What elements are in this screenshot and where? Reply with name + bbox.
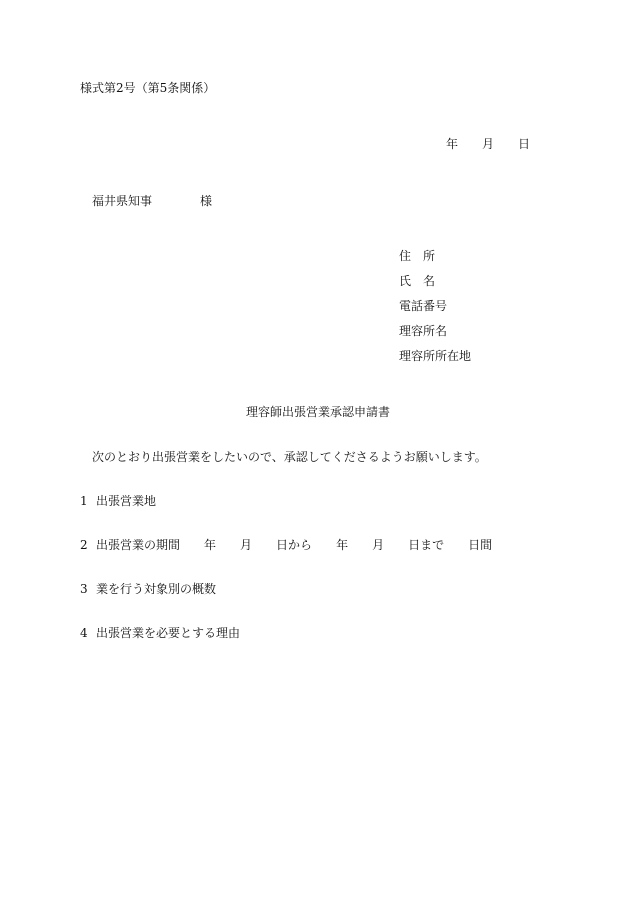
applicant-fields — [399, 249, 471, 374]
item-reason: 4 出張営業を必要とする理由 — [80, 626, 241, 640]
item-target-counts: 3 業を行う対象別の概数 — [80, 582, 217, 596]
applicant-name-label: 氏 名 — [399, 274, 436, 288]
addressee-line — [92, 194, 212, 208]
applicant-address-label: 住 所 — [399, 249, 436, 263]
addressee-honorific: 様 — [200, 194, 213, 208]
addressee-name: 福井県知事 — [92, 194, 153, 208]
date-year-label: 年 — [446, 137, 459, 151]
applicant-shop-location-label: 理容所所在地 — [399, 349, 472, 363]
applicant-phone-label: 電話番号 — [399, 299, 448, 313]
item-business-location: 1 出張営業地 — [80, 494, 157, 508]
date-line — [446, 137, 530, 151]
form-number: 様式第2号（第5条関係） — [80, 81, 216, 95]
applicant-shop-name-label: 理容所名 — [399, 324, 448, 338]
date-month-label: 月 — [482, 137, 495, 151]
item-business-period: 2 出張営業の期間 年 月 日から 年 月 日まで 日間 — [80, 538, 493, 552]
date-day-label: 日 — [518, 137, 531, 151]
intro-text: 次のとおり出張営業をしたいので、承認してくださるようお願いします。 — [92, 450, 487, 464]
document-title: 理容師出張営業承認申請書 — [246, 405, 391, 419]
